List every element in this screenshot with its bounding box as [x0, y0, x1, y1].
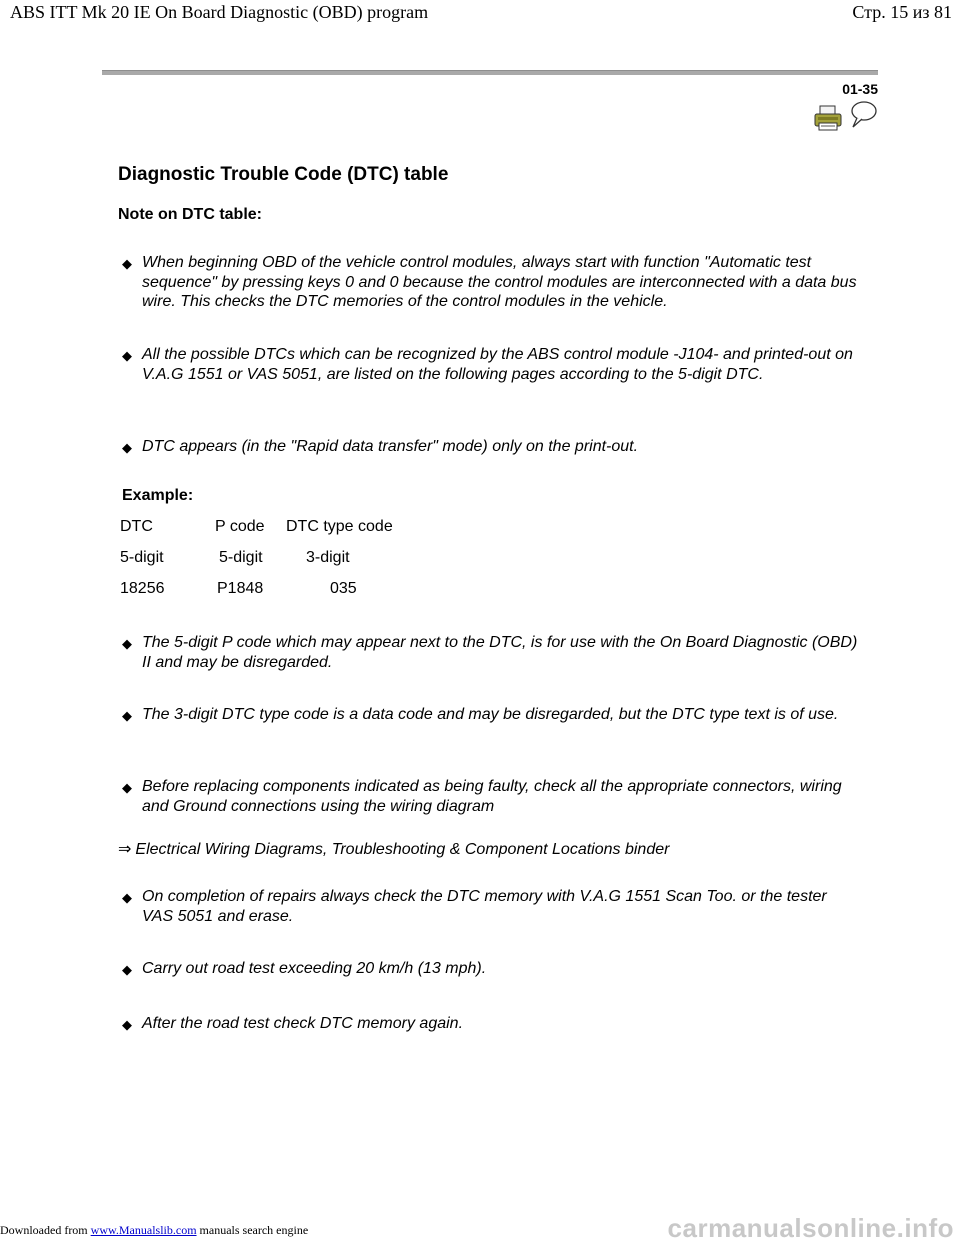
diamond-bullet-icon: ◆	[122, 780, 132, 795]
bullet-text: All the possible DTCs which can be recognized by the ABS control module -J104- and printed-out on V.A.G 1551 or VAS 5051, are listed on the following pages according to the 5-digit DTC.	[142, 346, 853, 383]
bullet-text: DTC appears (in the "Rapid data transfer" mode) only on the print-out.	[142, 438, 639, 455]
header-divider	[102, 70, 878, 75]
diamond-bullet-icon: ◆	[122, 962, 132, 977]
bullet-item	[122, 777, 862, 816]
example-cell: 035	[330, 580, 357, 597]
note-title: Note on DTC table:	[118, 206, 262, 223]
bullet-text: The 3-digit DTC type code is a data code and may be disregarded, but the DTC type text is of use.	[142, 706, 839, 723]
manualslib-link[interactable]: www.Manualslib.com	[90, 1223, 197, 1237]
diamond-bullet-icon: ◆	[122, 1017, 132, 1032]
bullet-item	[122, 633, 862, 672]
page-code: 01-35	[842, 81, 878, 97]
bullet-item	[122, 705, 862, 725]
example-title: Example:	[122, 487, 194, 504]
bullet-item	[122, 253, 862, 312]
download-footer	[0, 1223, 308, 1238]
printer-icon[interactable]	[814, 105, 842, 131]
diamond-bullet-icon: ◆	[122, 636, 132, 651]
example-cell: P1848	[217, 580, 264, 597]
bullet-item	[122, 959, 862, 979]
bullet-text: When beginning OBD of the vehicle control modules, always start with function "Automatic test sequence" by pressing keys 0 and 0 because the control modules are interconnected with a data bus wire. This checks the DTC memories of the control modules in the vehicle.	[142, 254, 857, 310]
example-cell: 5-digit	[219, 549, 263, 566]
watermark: carmanualsonline.info	[667, 1213, 954, 1243]
page-title: Diagnostic Trouble Code (DTC) table	[118, 164, 449, 185]
example-cell: 5-digit	[120, 549, 164, 566]
bullet-item	[122, 437, 862, 457]
example-cell: 3-digit	[306, 549, 350, 566]
bullet-text: After the road test check DTC memory again.	[142, 1015, 464, 1032]
diamond-bullet-icon: ◆	[122, 440, 132, 455]
example-header-dtc: DTC	[120, 518, 153, 535]
bullet-text: Carry out road test exceeding 20 km/h (13 mph).	[142, 960, 487, 977]
document-title: ABS ITT Mk 20 IE On Board Diagnostic (OBD) program	[10, 2, 429, 22]
footer-prefix: Downloaded from	[0, 1223, 91, 1237]
diamond-bullet-icon: ◆	[122, 256, 132, 271]
bullet-item	[122, 887, 862, 926]
diamond-bullet-icon: ◆	[122, 708, 132, 723]
page-counter: Стр. 15 из 81	[852, 2, 952, 22]
arrow-right-icon: ⇒	[118, 841, 132, 858]
footer-suffix: manuals search engine	[196, 1223, 309, 1237]
bullet-text: Before replacing components indicated as being faulty, check all the appropriate connectors, wiring and Ground connections using the wiring diagram	[142, 778, 842, 815]
diamond-bullet-icon: ◆	[122, 348, 132, 363]
diamond-bullet-icon: ◆	[122, 890, 132, 905]
bullet-text: On completion of repairs always check the DTC memory with V.A.G 1551 Scan Too. or the tester VAS 5051 and erase.	[142, 888, 827, 925]
bullet-item	[122, 1014, 862, 1034]
example-cell: 18256	[120, 580, 165, 597]
example-header-pcode: P code	[215, 518, 265, 535]
bullet-text: The 5-digit P code which may appear next to the DTC, is for use with the On Board Diagnostic (OBD) II and may be disregarded.	[142, 634, 858, 671]
wiring-diagram-reference[interactable]	[118, 839, 669, 859]
speech-bubble-icon[interactable]	[848, 99, 878, 129]
reference-text: Electrical Wiring Diagrams, Troubleshooting & Component Locations binder	[135, 841, 670, 858]
example-header-typecode: DTC type code	[286, 518, 393, 535]
bullet-item	[122, 345, 862, 384]
